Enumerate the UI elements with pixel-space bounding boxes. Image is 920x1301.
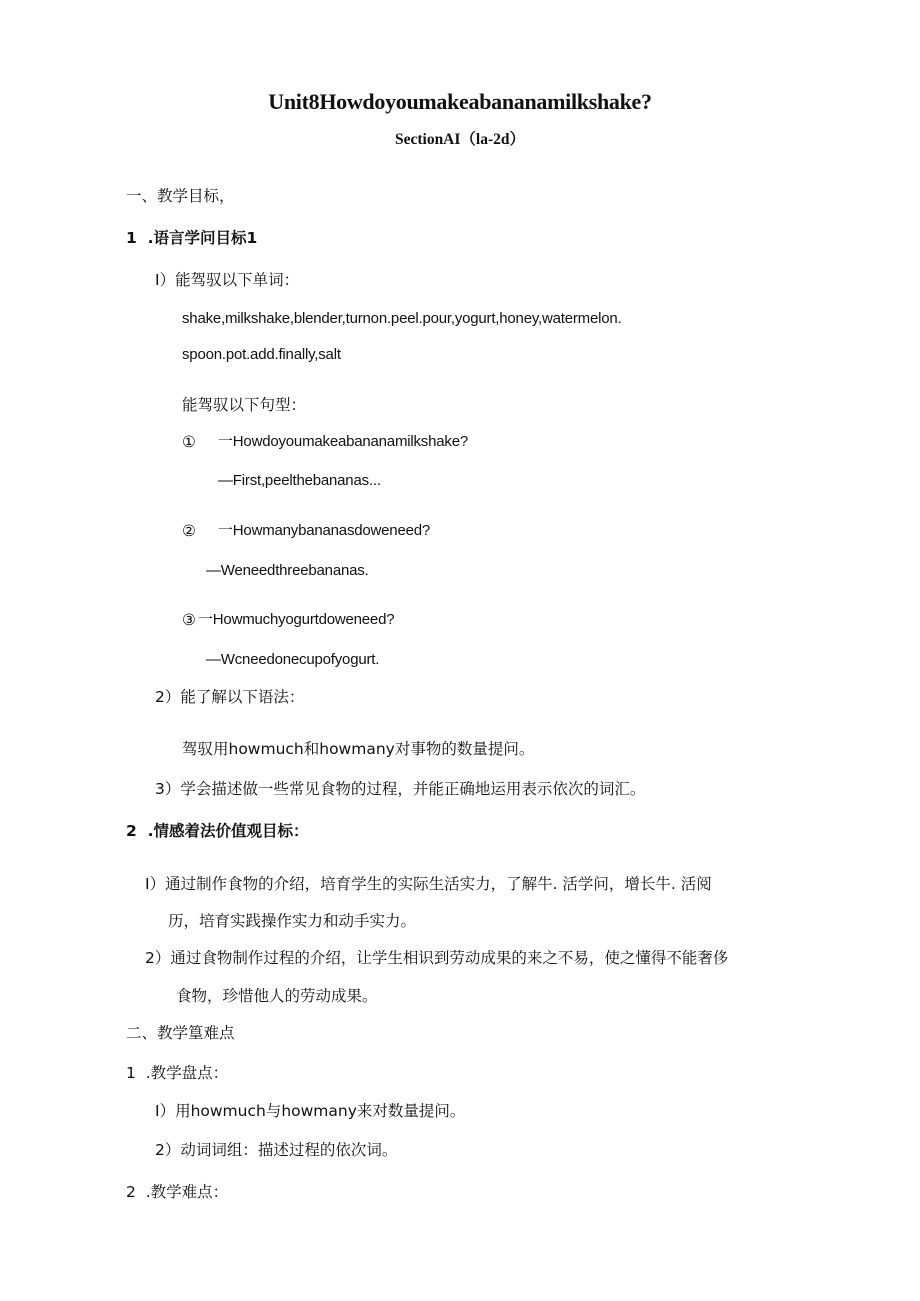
sentence-question: 一Howmuchyogurtdoweneed? xyxy=(198,611,395,628)
sentence-patterns-label: 能驾驭以下句型： xyxy=(182,396,307,414)
vocab-subheading: I）能驾驭以下单词： xyxy=(155,271,300,289)
key-point-2: 2）动词词组：描述过程的依次词。 xyxy=(155,1141,398,1159)
emotion-item-1-line-1: I）通过制作食物的介绍，培育学生的实际生活实力，了解牛. 活学问，增长牛. 活阅 xyxy=(145,875,712,893)
page-subtitle: SectionAI（la-2d） xyxy=(394,131,526,148)
sentence-answer: —Wcneedonecupofyogurt. xyxy=(206,651,380,668)
vocab-line-1: shake,milkshake,blender,turnon.peel.pour,yogurt,honey,watermelon. xyxy=(182,310,622,327)
sentence-number: ② xyxy=(182,522,196,540)
sequence-subheading: 3）学会描述做一些常见食物的过程，并能正确地运用表示依次的词汇。 xyxy=(155,780,646,798)
key-point-1: I）用howmuch与howmany来对数量提问。 xyxy=(155,1102,466,1120)
sentence-answer: —First,peelthebananas... xyxy=(218,472,381,489)
sentence-number: ① xyxy=(182,433,196,451)
emotion-item-1-line-2: 历，培育实践操作实力和动手实力。 xyxy=(168,912,417,930)
emotion-item-2-line-2: 食物，珍惜他人的劳动成果。 xyxy=(176,987,378,1005)
grammar-text: 驾驭用howmuch和howmany对事物的数量提问。 xyxy=(182,740,535,758)
difficult-points-heading: 2 .教学难点： xyxy=(126,1183,229,1201)
page-title: Unit8Howdoyoumakeabananamilkshake? xyxy=(268,89,652,114)
vocab-line-2: spoon.pot.add.finally,salt xyxy=(182,346,341,363)
sentence-answer: —Weneedthreebananas. xyxy=(206,562,369,579)
sentence-question: 一Howmanybananasdoweneed? xyxy=(218,522,431,539)
section-2-heading: 二、教学篁难点 xyxy=(126,1024,235,1042)
emotion-item-2-line-1: 2）通过食物制作过程的介绍，让学生相识到劳动成果的来之不易，使之懂得不能奢侈 xyxy=(145,949,729,967)
section-1-heading: 一、教学目标， xyxy=(126,187,235,205)
sentence-number: ③ xyxy=(182,611,196,629)
part-1-heading: 1 .语言学问目标1 xyxy=(126,229,258,247)
grammar-subheading: 2）能了解以下语法： xyxy=(155,688,305,706)
key-points-heading: 1 .教学盘点： xyxy=(126,1064,229,1082)
sentence-question: 一Howdoyoumakeabananamilkshake? xyxy=(218,433,468,450)
part-2-heading: 2 .情感着法价值观目标： xyxy=(126,822,309,840)
